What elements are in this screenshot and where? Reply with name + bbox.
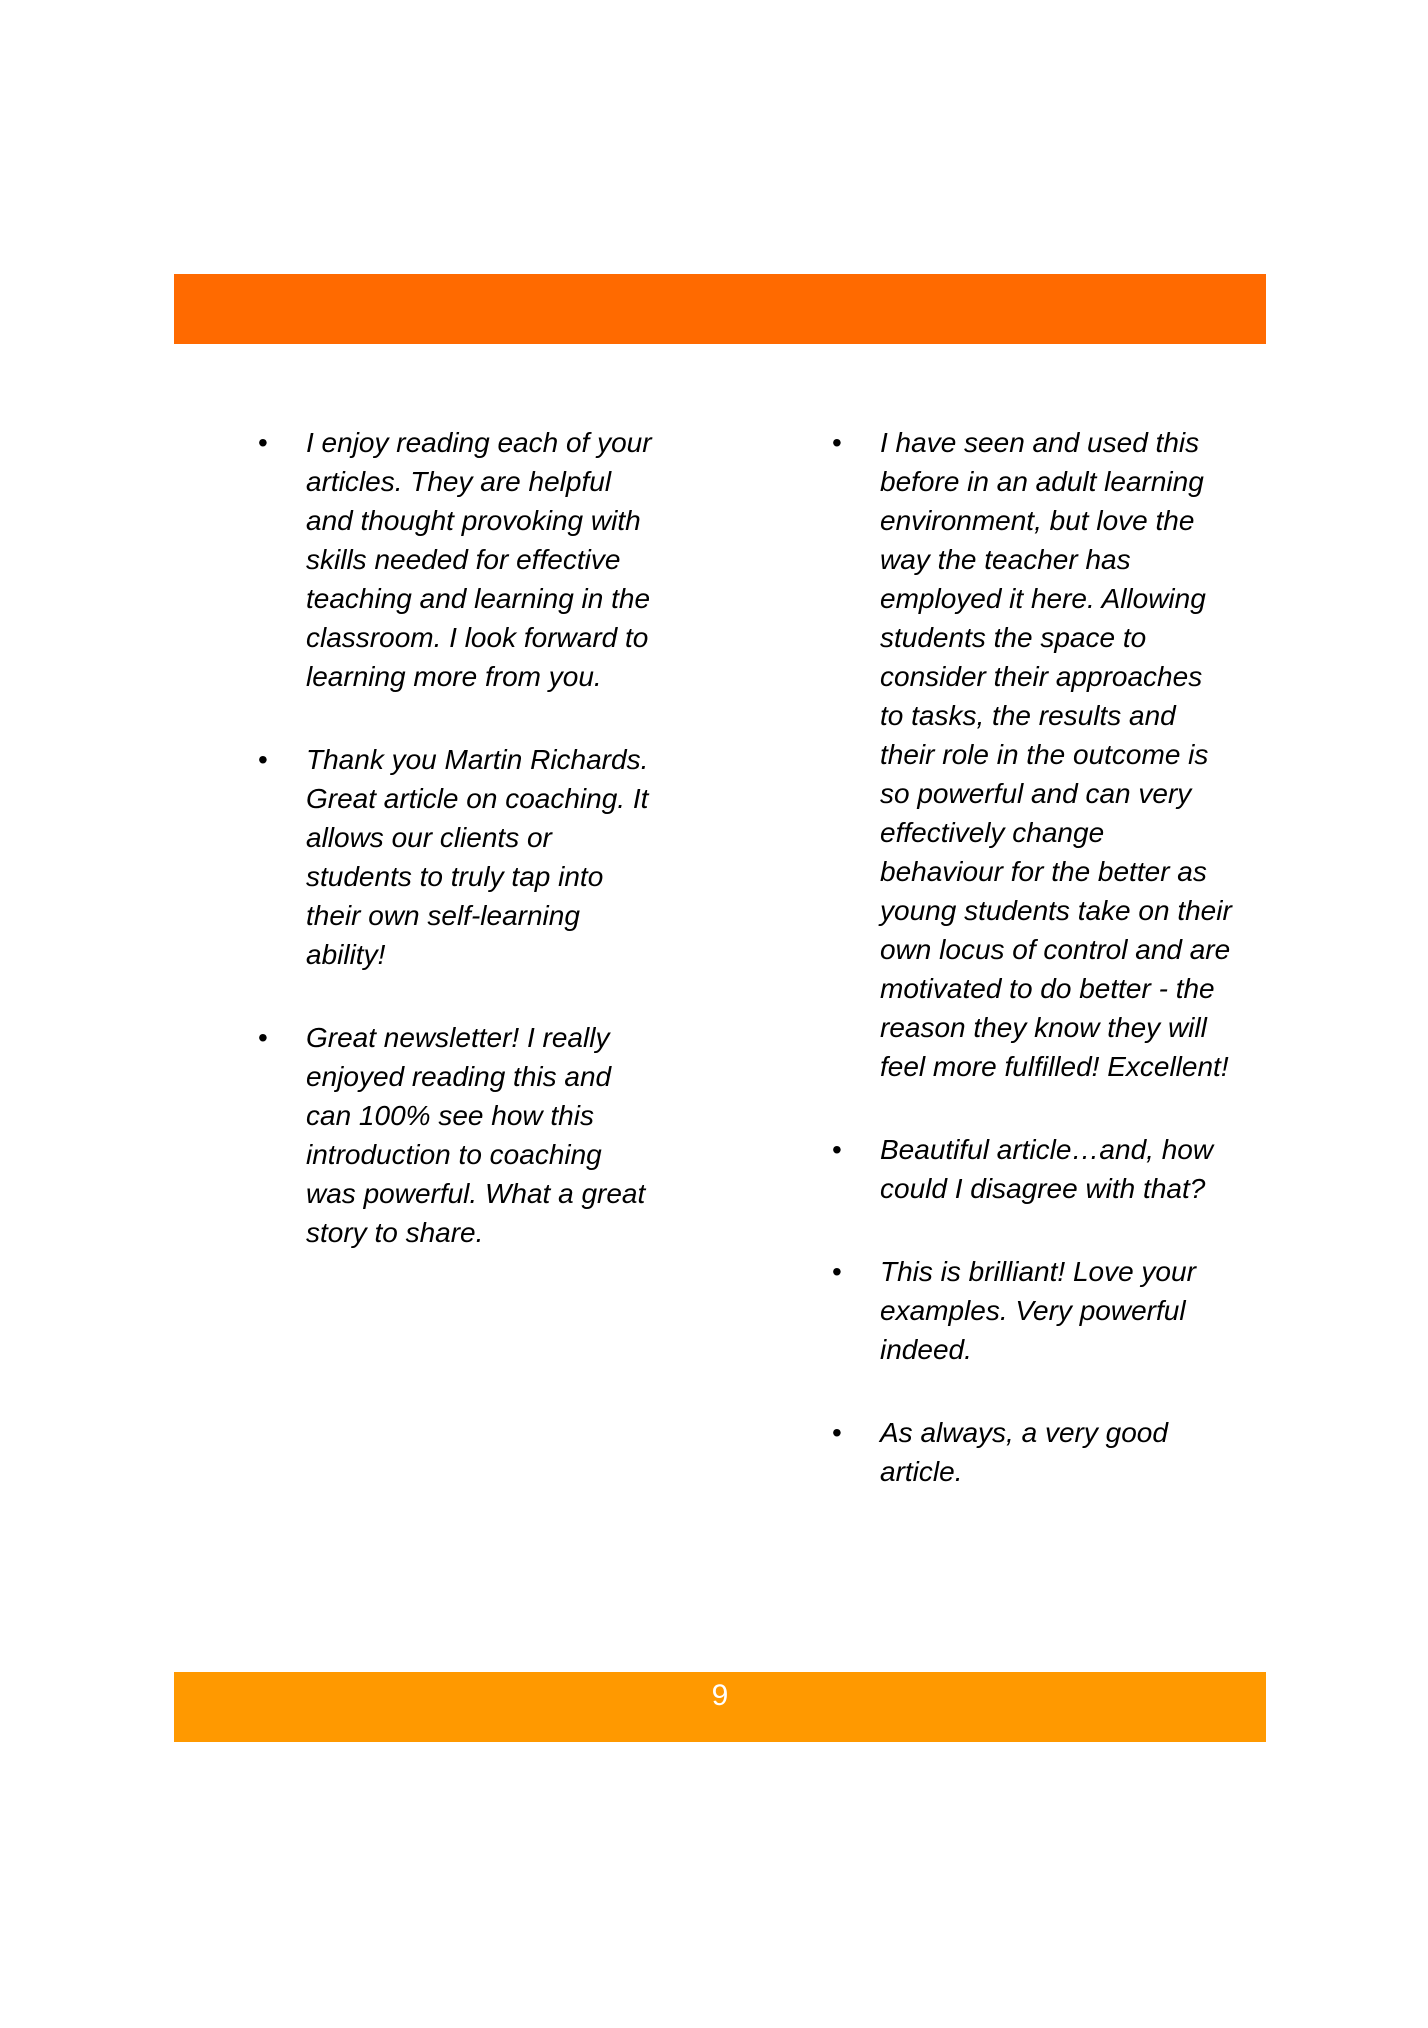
list-item [832,1413,1232,1491]
comment-text: Great newsletter! I really enjoyed reading this and can 100% see how this introduction to coaching was powerful. What a great story to share. [306,1022,646,1248]
page-number: 9 [711,1679,729,1712]
comment-text: This is brilliant! Love your examples. Very powerful indeed. [880,1256,1196,1365]
bullet-icon: • [258,744,268,775]
list-item [832,1130,1232,1208]
list-item [832,1252,1232,1369]
bullet-icon: • [832,1134,842,1165]
bullet-icon: • [832,1417,842,1448]
comment-text: As always, a very good article. [880,1417,1168,1487]
right-column [832,423,1232,1535]
bullet-icon: • [832,427,842,458]
bullet-icon: • [258,427,268,458]
header-bar [174,274,1266,344]
list-item [258,740,658,974]
list-item [832,423,1232,1086]
left-column [258,423,658,1296]
comment-list-left [258,423,658,1252]
list-item [258,1018,658,1252]
comment-text: I have seen and used this before in an adult learning environment, but love the way the teacher has employed it here. Allowing students the space to consider their approaches to tasks, the results and their role in the outcome is so powerful and can very effectively change behaviour for the better as young students take on their own locus of control and are motivated to do better - the reason they know they will feel more fulfilled! Excellent! [880,427,1232,1082]
bullet-icon: • [258,1022,268,1053]
comment-text: I enjoy reading each of your articles. They are helpful and thought provoking with skills needed for effective teaching and learning in the classroom. I look forward to learning more from you. [306,427,652,692]
footer-bar [174,1672,1266,1742]
comment-text: Beautiful article…and, how could I disagree with that? [880,1134,1214,1204]
bullet-icon: • [832,1256,842,1287]
comment-list-right [832,423,1232,1491]
list-item [258,423,658,696]
comment-text: Thank you Martin Richards. Great article on coaching. It allows our clients or students to truly tap into their own self-learning ability! [306,744,649,970]
